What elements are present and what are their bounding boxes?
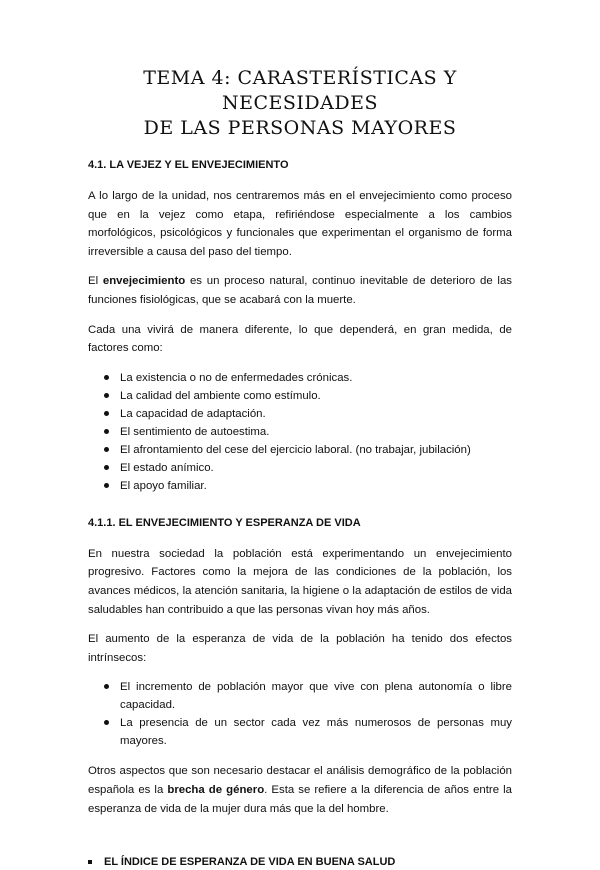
bold-term-envejecimiento: envejecimiento <box>102 275 186 288</box>
paragraph-intro: A lo largo de la unidad, nos centraremos más en el envejecimiento como proceso que en la vejez como etapa, refiriéndose especialmente a los cambios morfológicos, psicológicos y funcionales que experimentan el organismo de forma irreversible a causa del paso del tiempo. <box>88 190 512 258</box>
paragraph-effects-intro: El aumento de la esperanza de vida de la población ha tenido dos efectos intrínsecos: <box>88 633 512 664</box>
page-title <box>88 66 512 141</box>
page-title-line-2: DE LAS PERSONAS MAYORES <box>143 117 457 139</box>
text-prefix: El <box>88 275 103 288</box>
paragraph-society: En nuestra sociedad la población está experimentando un envejecimiento progresivo. Factores como la mejora de las condiciones de la población, los avances médicos, la atención sanitaria, la higiene o la adaptación de estilos de vida saludables han contribuido a que las personas vivan hoy más años. <box>88 547 512 616</box>
list-item: La presencia de un sector cada vez más numerosos de personas muy mayores. <box>88 714 512 750</box>
list-item: La capacidad de adaptación. <box>88 405 512 423</box>
text-rest: es un proceso natural, continuo inevitable de deterioro de las funciones fisiológicas, que se acabará con la muerte. <box>88 275 512 306</box>
paragraph-definition <box>88 272 512 309</box>
section-heading-esperanza: 4.1.1. EL ENVEJECIMIENTO Y ESPERANZA DE VIDA <box>88 516 361 529</box>
text-prefix: Otros aspectos que son necesario destacar el análisis demográfico de la población española es la <box>88 765 512 796</box>
list-item: La calidad del ambiente como estímulo. <box>88 387 512 405</box>
factors-list <box>88 369 512 495</box>
text-rest: . Esta se refiere a la diferencia de años entre la esperanza de vida de la mujer dura más que la del hombre. <box>88 783 512 815</box>
paragraph-factors-intro: Cada una vivirá de manera diferente, lo que dependerá, en gran medida, de factores como: <box>88 323 512 355</box>
list-item: El estado anímico. <box>88 459 512 477</box>
list-item: El apoyo familiar. <box>88 477 512 495</box>
list-item: El incremento de población mayor que vive con plena autonomía o libre capacidad. <box>88 678 512 714</box>
section-heading-vejez: 4.1. LA VEJEZ Y EL ENVEJECIMIENTO <box>88 159 289 171</box>
list-item: El sentimiento de autoestima. <box>88 423 512 441</box>
section-heading-indice: EL ÍNDICE DE ESPERANZA DE VIDA EN BUENA SALUD <box>88 854 512 870</box>
page-title-line-1: TEMA 4: CARASTERÍSTICAS Y NECESIDADES <box>143 67 457 114</box>
list-item: La existencia o no de enfermedades crónicas. <box>88 369 512 387</box>
list-item: El afrontamiento del cese del ejercicio laboral. (no trabajar, jubilación) <box>88 441 512 459</box>
paragraph-gender-gap <box>88 762 512 818</box>
bold-term-brecha: brecha de género <box>167 783 265 796</box>
effects-list <box>88 678 512 750</box>
